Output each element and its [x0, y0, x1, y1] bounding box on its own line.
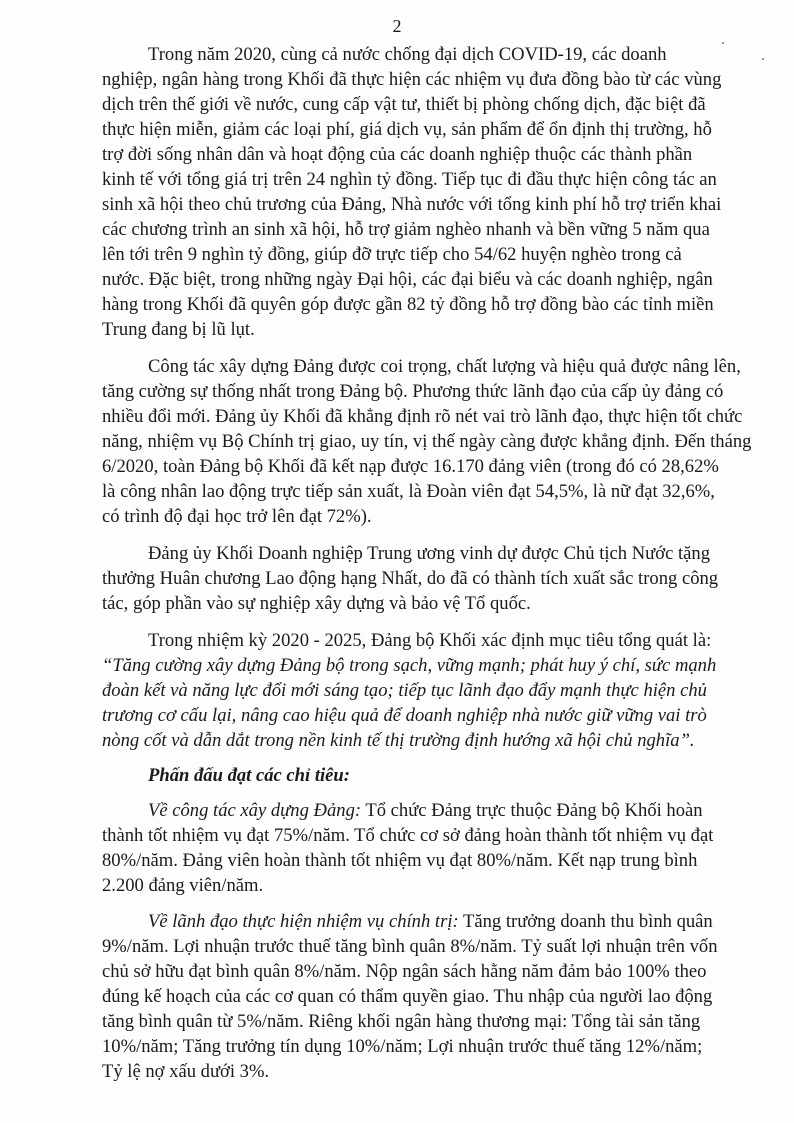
inline-text: Tổ chức Đảng trực thuộc Đảng bộ Khối hoàn — [361, 800, 703, 821]
text-line: dịch trên thế giới về nước, cung cấp vật tư, thiết bị phòng chống dịch, đặc biệt đã — [102, 94, 706, 115]
text-line: 2.200 đảng viên/năm. — [102, 875, 264, 896]
text-line: Trong năm 2020, cùng cả nước chống đại dịch COVID-19, các doanh — [148, 44, 667, 65]
text-line: sinh xã hội theo chủ trương của Đảng, Nhà nước với tổng kinh phí hỗ trợ triển khai — [102, 194, 722, 215]
text-line — [148, 911, 713, 933]
scan-speck — [722, 42, 724, 44]
text-line: 6/2020, toàn Đảng bộ Khối đã kết nạp được 16.170 đảng viên (trong đó có 28,62% — [102, 456, 719, 477]
text-line: Tỷ lệ nợ xấu dưới 3%. — [102, 1061, 270, 1082]
text-line: chủ sở hữu đạt bình quân 8%/năm. Nộp ngân sách hằng năm đảm bảo 100% theo — [102, 961, 707, 982]
quote-line: trương cơ cấu lại, nâng cao hiệu quả để doanh nghiệp nhà nước giữ vững vai trò — [102, 705, 707, 726]
text-line: tăng cường sự thống nhất trong Đảng bộ. Phương thức lãnh đạo của cấp ủy đảng có — [102, 381, 724, 402]
text-line: hàng trong Khối đã quyên góp được gần 82 tỷ đồng hỗ trợ đồng bào các tỉnh miền — [102, 294, 714, 315]
text-line: 10%/năm; Tăng trưởng tín dụng 10%/năm; Lợi nhuận trước thuế tăng 12%/năm; — [102, 1036, 703, 1057]
text-line: Trong nhiệm kỳ 2020 - 2025, Đảng bộ Khối xác định mục tiêu tổng quát là: — [148, 630, 712, 651]
inline-label: Về lãnh đạo thực hiện nhiệm vụ chính trị: — [148, 911, 459, 932]
text-line: 9%/năm. Lợi nhuận trước thuế tăng bình quân 8%/năm. Tỷ suất lợi nhuận trên vốn — [102, 936, 718, 957]
text-line: trợ đời sống nhân dân và hoạt động của các doanh nghiệp thuộc các thành phần — [102, 144, 693, 165]
text-line: Công tác xây dựng Đảng được coi trọng, chất lượng và hiệu quả được nâng lên, — [148, 356, 741, 377]
scan-speck — [762, 58, 764, 60]
text-line: các chương trình an sinh xã hội, hỗ trợ giảm nghèo nhanh và bền vững 5 năm qua — [102, 219, 710, 240]
text-line: Trung đang bị lũ lụt. — [102, 319, 255, 340]
page-number: 2 — [392, 16, 402, 36]
inline-text: Tăng trưởng doanh thu bình quân — [458, 911, 713, 932]
text-line: đúng kế hoạch của các cơ quan có thẩm quyền giao. Thu nhập của người lao động — [102, 986, 713, 1007]
inline-label: Về công tác xây dựng Đảng: — [148, 800, 362, 821]
quote-line: “Tăng cường xây dựng Đảng bộ trong sạch, vững mạnh; phát huy ý chí, sức mạnh — [102, 655, 717, 676]
text-line: tác, góp phần vào sự nghiệp xây dựng và bảo vệ Tổ quốc. — [102, 593, 531, 614]
text-line: nghiệp, ngân hàng trong Khối đã thực hiện các nhiệm vụ đưa đồng bào từ các vùng — [102, 69, 722, 90]
text-line: thưởng Huân chương Lao động hạng Nhất, do đã có thành tích xuất sắc trong công — [102, 568, 719, 589]
text-line: thực hiện miễn, giảm các loại phí, giá dịch vụ, sản phẩm để ổn định thị trường, hỗ — [102, 119, 712, 140]
text-line: lên tới trên 9 nghìn tỷ đồng, giúp đỡ trực tiếp cho 54/62 huyện nghèo trong cả — [102, 244, 682, 265]
text-line: tăng bình quân từ 5%/năm. Riêng khối ngân hàng thương mại: Tổng tài sản tăng — [102, 1011, 701, 1032]
text-line: nước. Đặc biệt, trong những ngày Đại hội, các đại biểu và các doanh nghiệp, ngân — [102, 269, 713, 290]
quote-line: nòng cốt và dẫn dắt trong nền kinh tế thị trường định hướng xã hội chủ nghĩa”. — [102, 730, 695, 751]
text-line: 80%/năm. Đảng viên hoàn thành tốt nhiệm vụ đạt 80%/năm. Kết nạp trung bình — [102, 850, 698, 871]
text-line: có trình độ đại học trở lên đạt 72%). — [102, 506, 372, 527]
quote-line: đoàn kết và năng lực đổi mới sáng tạo; tiếp tục lãnh đạo đẩy mạnh thực hiện chủ — [102, 680, 707, 701]
text-line: là công nhân lao động trực tiếp sản xuất, là Đoàn viên đạt 54,5%, là nữ đạt 32,6%, — [102, 481, 715, 502]
text-line: nhiều đổi mới. Đảng ủy Khối đã khẳng định rõ nét vai trò lãnh đạo, thực hiện tốt chức — [102, 406, 743, 427]
text-line: Đảng ủy Khối Doanh nghiệp Trung ương vinh dự được Chủ tịch Nước tặng — [148, 543, 710, 564]
text-line — [148, 800, 703, 822]
text-line: năng, nhiệm vụ Bộ Chính trị giao, uy tín, vị thế ngày càng được khẳng định. Đến tháng — [102, 431, 752, 452]
text-line: kinh tế với tổng giá trị trên 24 nghìn tỷ đồng. Tiếp tục đi đầu thực hiện công tác an — [102, 169, 717, 190]
text-line: thành tốt nhiệm vụ đạt 75%/năm. Tổ chức cơ sở đảng hoàn thành tốt nhiệm vụ đạt — [102, 825, 714, 846]
section-heading: Phấn đấu đạt các chỉ tiêu: — [148, 765, 350, 786]
